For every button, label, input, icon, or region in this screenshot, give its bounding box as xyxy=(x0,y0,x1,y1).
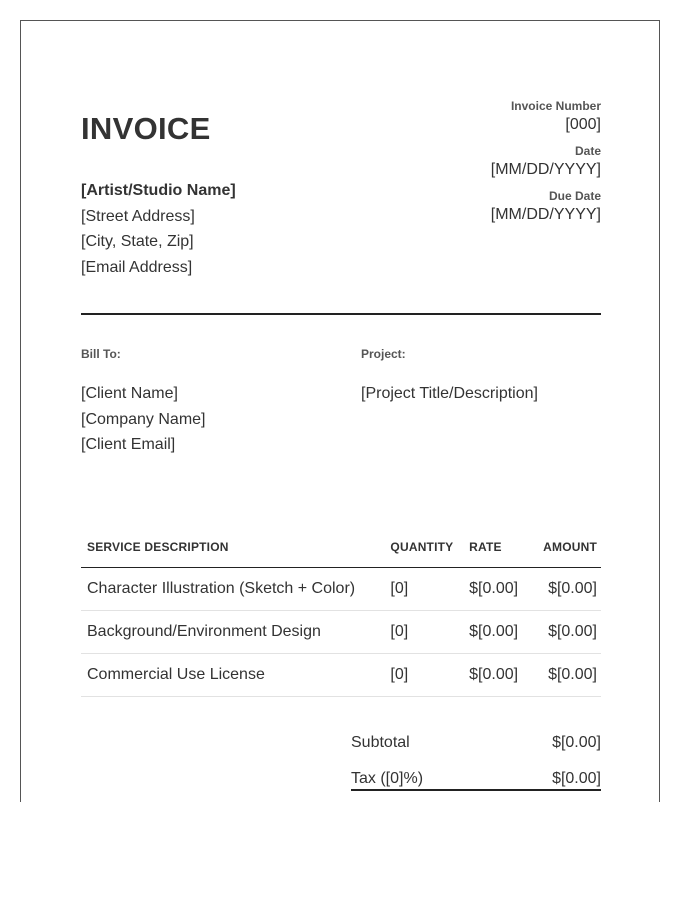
sender-email: [Email Address] xyxy=(81,258,193,276)
subtotal-value: $[0.00] xyxy=(552,734,601,751)
project-title: [Project Title/Description] xyxy=(361,385,538,402)
bill-to-block xyxy=(81,381,206,458)
tax-value: $[0.00] xyxy=(552,770,601,787)
line-items-table xyxy=(81,527,601,697)
totals-divider xyxy=(351,789,601,791)
service-description: Background/Environment Design xyxy=(81,611,384,654)
invoice-date-value: [MM/DD/YYYY] xyxy=(490,161,601,178)
sender-city: [City, State, Zip] xyxy=(81,233,194,250)
service-description: Commercial Use License xyxy=(81,654,384,697)
subtotal-row xyxy=(351,725,601,761)
invoice-number-label: Invoice Number xyxy=(510,99,601,113)
bill-to-label: Bill To: xyxy=(81,347,121,361)
invoice-title: INVOICE xyxy=(81,111,211,146)
sender-address-block xyxy=(81,178,236,280)
amount: $[0.00] xyxy=(537,611,601,654)
client-name: [Client Name] xyxy=(81,385,178,402)
table-header-row xyxy=(81,527,601,568)
service-description: Character Illustration (Sketch + Color) xyxy=(81,568,384,611)
totals-block xyxy=(351,725,601,797)
amount: $[0.00] xyxy=(537,654,601,697)
invoice-page xyxy=(20,20,660,802)
invoice-date-label: Date xyxy=(574,144,601,158)
company-name: [Company Name] xyxy=(81,410,206,428)
quantity: [0] xyxy=(384,568,463,611)
invoice-meta xyxy=(491,99,601,234)
project-label: Project: xyxy=(361,347,406,361)
subtotal-label: Subtotal xyxy=(351,734,410,751)
due-date-value: [MM/DD/YYYY] xyxy=(490,206,601,223)
rate: $[0.00] xyxy=(463,568,537,611)
header-divider xyxy=(81,313,601,315)
rate: $[0.00] xyxy=(463,611,537,654)
invoice-number-value: [000] xyxy=(565,116,601,133)
tax-row xyxy=(351,761,601,797)
header-amount: AMOUNT xyxy=(537,527,601,568)
due-date-label: Due Date xyxy=(548,189,601,203)
table-row xyxy=(81,654,601,697)
sender-street: [Street Address] xyxy=(81,207,195,225)
quantity: [0] xyxy=(384,654,463,697)
tax-label: Tax ([0]%) xyxy=(351,770,424,787)
header-service-description: SERVICE DESCRIPTION xyxy=(81,527,384,568)
client-email: [Client Email] xyxy=(81,436,176,453)
header-quantity: QUANTITY xyxy=(384,527,463,568)
rate: $[0.00] xyxy=(463,654,537,697)
quantity: [0] xyxy=(384,611,463,654)
table-row xyxy=(81,568,601,611)
table-row xyxy=(81,611,601,654)
amount: $[0.00] xyxy=(537,568,601,611)
project-block xyxy=(361,381,538,407)
header-rate: RATE xyxy=(463,527,537,568)
sender-name: [Artist/Studio Name] xyxy=(81,182,236,199)
